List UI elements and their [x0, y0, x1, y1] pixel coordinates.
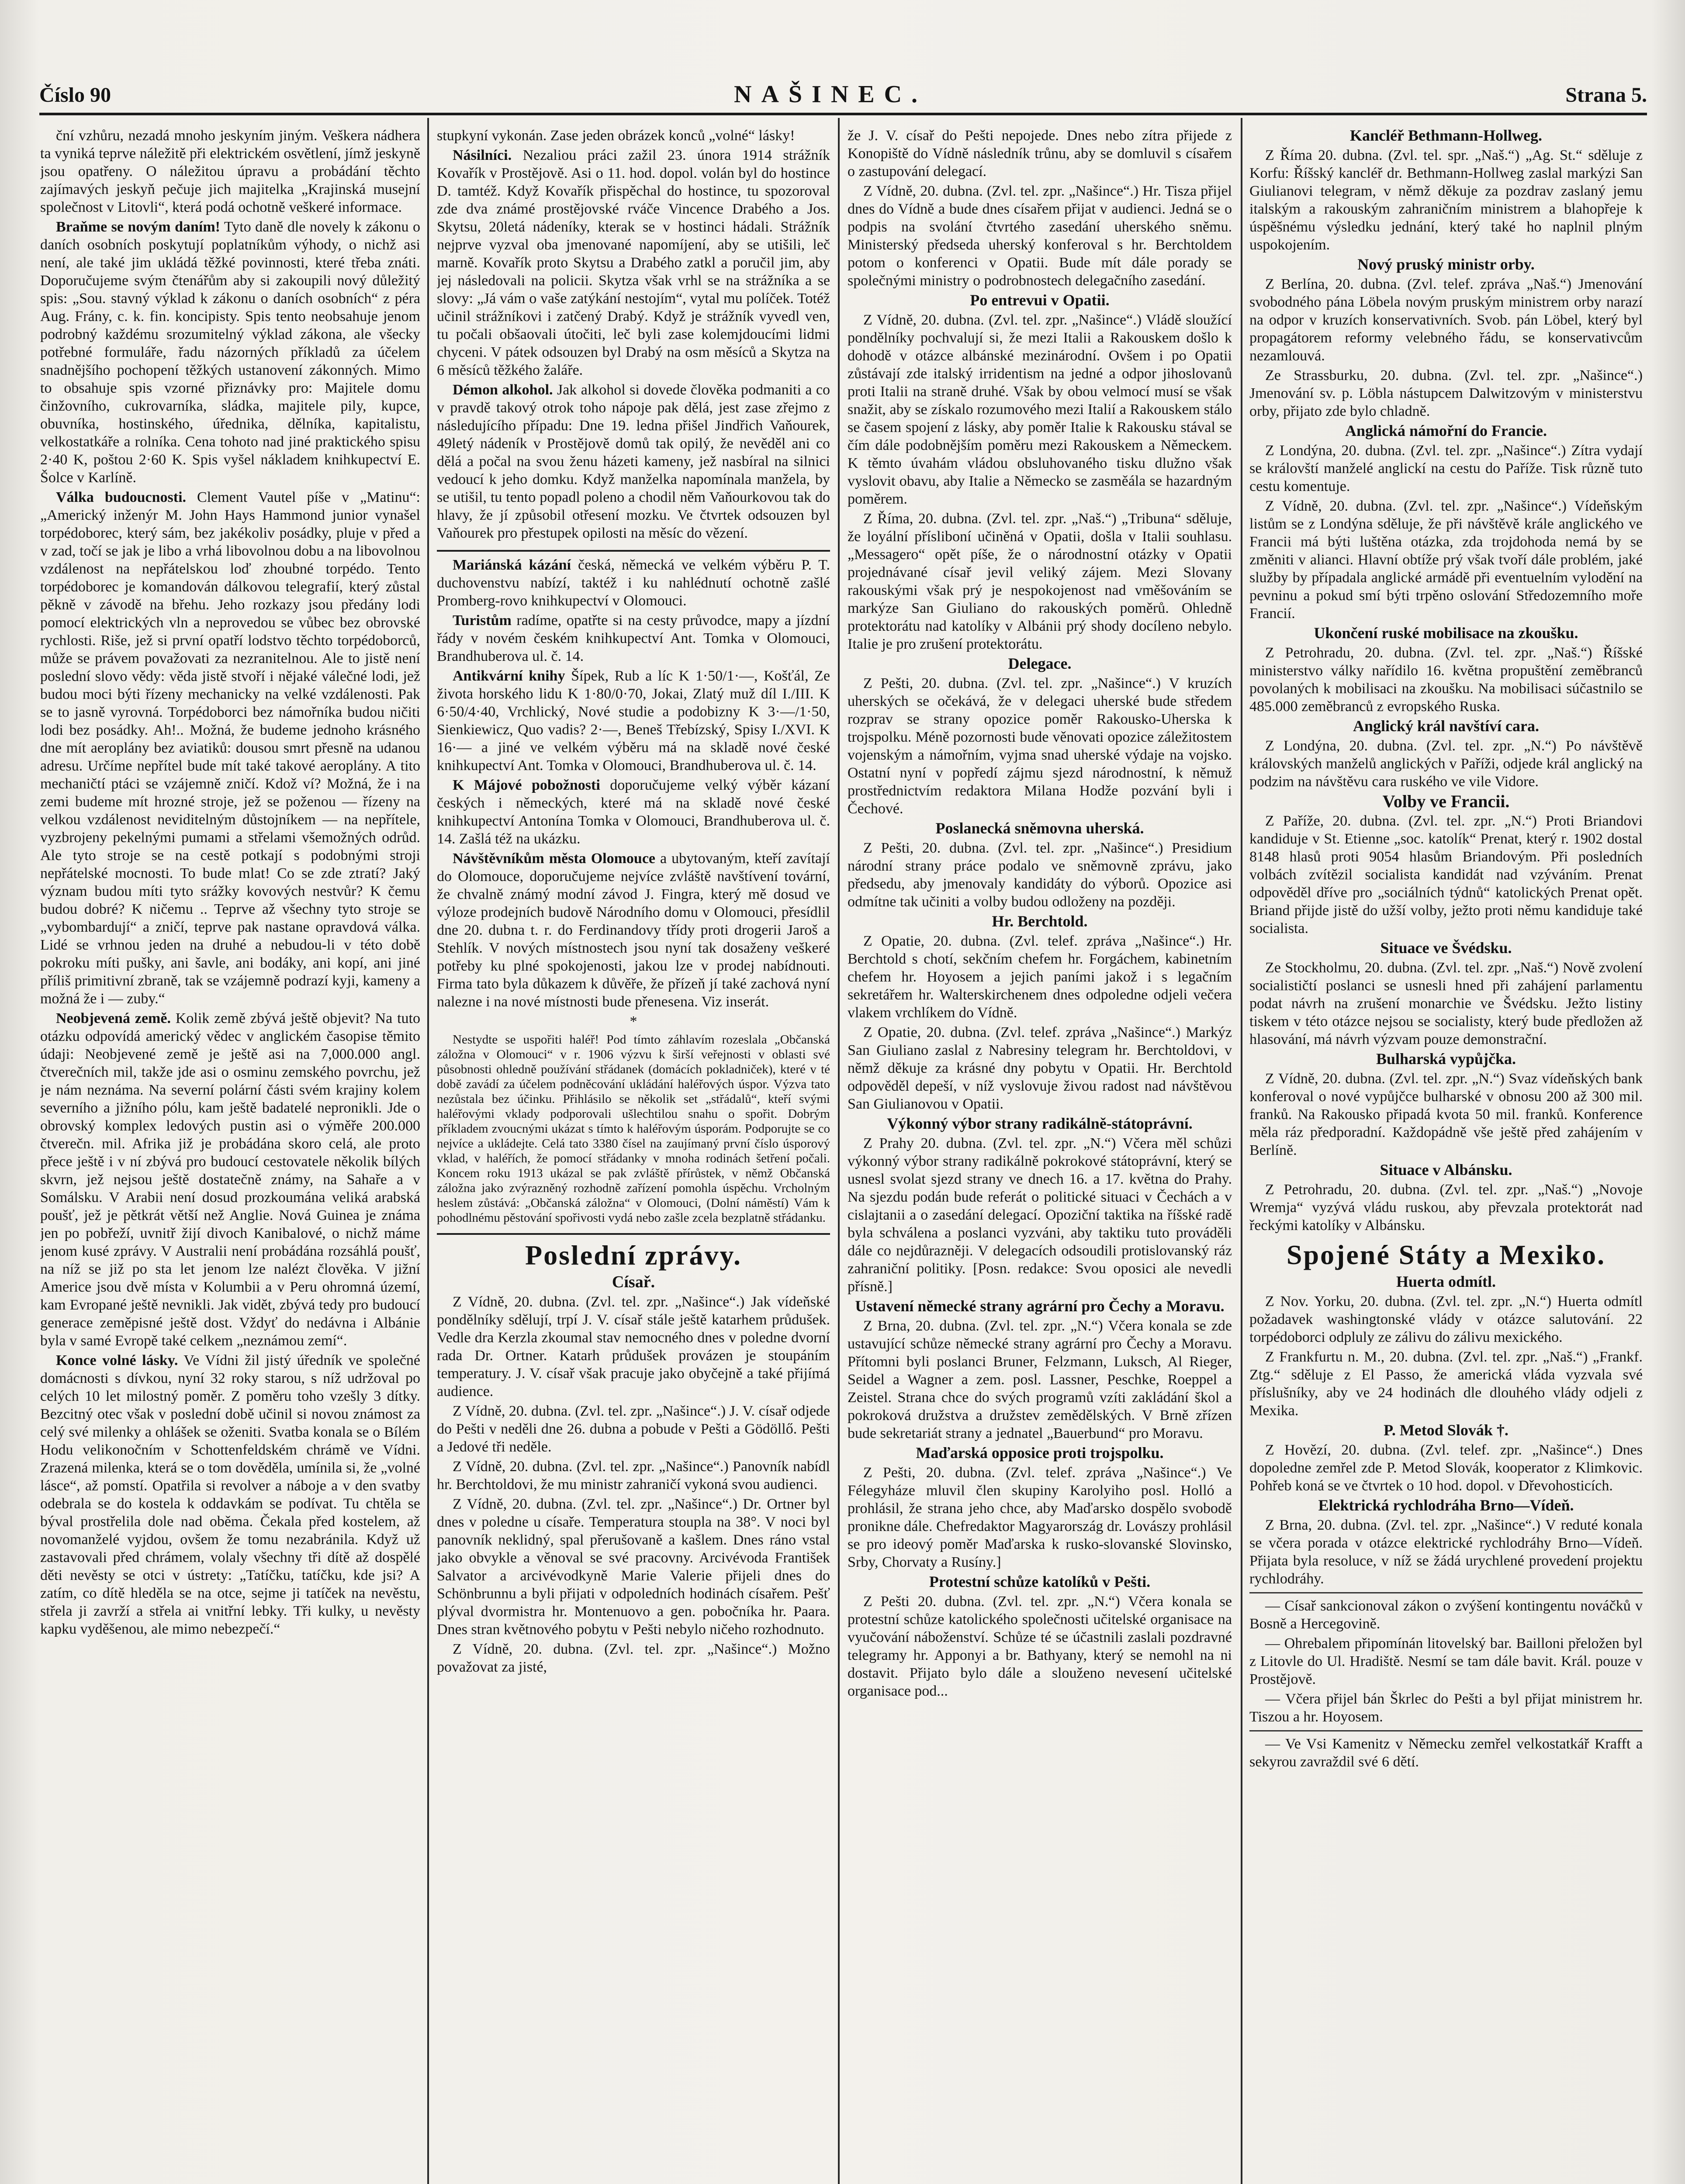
section-heading: Ukončení ruské mobilisace na zkoušku.	[1314, 624, 1578, 642]
article-text: Z Pešti, 20. dubna. (Zvl. tel. zpr. „Našince“.) Presidium národní strany práce podalo ve sněmovně zprávu, jako předsedu, aby jmenovaly kandidáty do výborů. Opozice asi odmítne tak učiniti a volby budou odloženy na později.	[848, 840, 1232, 910]
section-heading: Maďarská opposice proti trojspolku.	[916, 1444, 1164, 1462]
article-paragraph	[848, 1593, 1232, 1700]
article-text: — Ve Vsi Kamenitz v Německu zemřel velkostatkář Krafft a sekyrou zavraždil své 6 dětí.	[1249, 1736, 1643, 1770]
article-paragraph	[848, 510, 1232, 653]
article-paragraph	[848, 1464, 1232, 1571]
section-heading: Volby ve Francii.	[1382, 791, 1510, 811]
article-text: Clement Vautel píše v „Matinu“: „Americký inženýr M. John Hays Hammond junior vynašel torpédoborec, který sám, bez jakékoliv posádky, pluje v před a v zad, točí se jak je libo a vrhá libovolnou dobu a na libovolnou vzdálenost na nepřátelskou loď zhoubné torpédo. Tento torpédoborec je komandován dálkovou telegrafií, který zůstal pěkně v závodě na břehu. Jeho rozkazy jsou předány lodi pomocí elektrických vln a neprovedou se vůbec bez obrovské rychlosti. Riše, jež si první opatří lodstvo těchto torpédoborců, může se právem považovati za nezranitelnou. Ale to jistě není poslední slovo vědy: věda jistě stvoří i nějaké válečné lodi, jež budou moci býti řízeny mechanicky na velké vzdálenosti. Pak se to jasně vyrovná. Torpédoborci bez námořníka budou ničiti lodi bez posádky. Ah!.. Možná, že budeme jednoho krásného dne mít aeroplány bez aviatiků: dousou smrt přesně na udanou adresu. Určíme nepřítel bude mít také takové aeroplány. A tito mechaničtí ptáci se vzájemně zničí. Kdož ví? Možná, že i na zemi budeme mít hrozné stroje, jež se poženou — řízeny na velkou vzdálenost neviditelným důstojníkem — na nepřítele, vyzbrojeny pekelnými pumami a střelami všemožných odrůd. Ale tyto stroje se na cestě potkají s podobnými stroji nepřátelské mocnosti. To bude mlat! Co se zde ztratí? Jaký význam budou míti tyto srážky kovových nestvůr? K čemu budou dobré? K ničemu .. Teprve až všechny tyto stroje se „vybombardují“ a zničí, teprve pak nastane opravdová válka. Lidé se vrhnou jeden na druhé a nebudou-li v této době pokroku míti pušky, ani šavle, ani bodáky, ani kopí, ani jiné příliš primitivní zbraně, tak se vzájemně podrazí kyji, kameny a možná že i — zuby.“	[40, 489, 420, 1007]
article-paragraph	[848, 1023, 1232, 1113]
column-divider	[1241, 118, 1242, 2184]
article-text: Z Nov. Yorku, 20. dubna. (Zvl. tel. zpr. „N.“) Huerta odmítl požadavek washingtonské vlády v otázce salutování. 22 torpédoborci odpluly ze zálivu do zálivu mexického.	[1249, 1293, 1643, 1345]
article-paragraph	[437, 612, 830, 665]
article-paragraph	[437, 1495, 830, 1638]
column-1	[40, 127, 420, 2184]
article-paragraph	[1249, 1070, 1643, 1159]
article-paragraph	[437, 556, 830, 610]
article-keyword: Násilníci.	[453, 147, 512, 163]
article-text: Z Frankfurtu n. M., 20. dubna. (Zvl. tel. zpr. „Naš.“) „Frankf. Ztg.“ sděluje z El Passo, že americká vláda vyzvala své příslušníky, aby ve 24 hodinách dle dlouhého vlády odjeli z Mexika.	[1249, 1349, 1643, 1419]
section-rule	[1249, 1730, 1643, 1731]
section-heading: Situace ve Švédsku.	[1380, 939, 1512, 957]
article-text: Jak alkohol si dovede člověka podmaniti a co v pravdě takový otrok toho nápoje pak dělá, jest zase zřejmo z následujícího případu: Dne 19. ledna přišel Jindřich Vaňourek, 49letý nádeník v Prostějově domů tak opilý, že nevěděl ani co dělá a počal na svou ženu házeti kameny, jež nasbíral na silnici vedoucí k jeho domku. Když manželka napomínala manžela, by se utišil, tu tento popadl poleno a chodil něm Vaňourkovou tak do hlavy, že jí způsobil otřesení mozku. Ve čtvrtek odsouzen byl Vaňourek pro přestupek opilosti na měsíc do vězení.	[437, 382, 830, 541]
section-heading: Protestní schůze katolíků v Pešti.	[929, 1573, 1151, 1590]
article-paragraph	[848, 932, 1232, 1022]
article-text: Ze Stockholmu, 20. dubna. (Zvl. tel. zpr. „Naš.“) Nově zvolení socialističtí poslanci se usnesli hned při zahájení parlamentu podat návrh na zrušení monarchie ve Švédsku. Ježto listiny tiskem v této otázce nejsou se socialisty, který bude předložen až hlasování, má návrh výzvam pouze demonstrační.	[1249, 960, 1643, 1047]
article-paragraph	[1249, 146, 1643, 254]
article-text: Z Prahy 20. dubna. (Zvl. tel. zpr. „N.“) Včera měl schůzi výkonný výbor strany radikálně pokrokové státoprávní, který se usnesl svolat sjezd strany ve dnech 16. a 17. května do Prahy. Na sjezdu podán bude referát o politické situaci v Čechách a v cislajtanii a o zasedání delegací. Opoziční taktika na říšské radě byla schválena a poslanci vyzváni, aby taktiku tuto prováděli dále co nejdůrazněji. V delegacích odsoudili protislovanský ráz zahraniční politiky. [Posn. redakce: Svou oposici ale nevedli přísně.]	[848, 1135, 1232, 1295]
article-text: Nestydte se uspořiti haléř! Pod tímto záhlavím rozeslala „Občanská záložna v Olomouci“ v r. 1906 výzvu k širší veřejnosti v oblasti své působnosti ohledně používání střádanek (domácích pokladniček), které v té době zavádí za účelem podněcování ukládání haléřových úspor. Výzva tato nezůstala bez účinku. Přihlásilo se několik set „střádalů“, kteří svými haléřovými vklady podporovali ušlechtilou snahu o spořit. Dobrým příkladem zvoucnými ukázat s tímto k haléřovým úsporám. Podporujte se co nejvíce a ukládejte. Celá tato 3380 čísel na zaujímaný první číslo úsporový vklad, v haléřích, že pomocí střádanky v mnoha rodinách šetření počali. Koncem roku 1913 ukázal se pak zvláště přírůstek, v němž Občanská záložna jako zvýrazněný rozhodně zařízení pomohla úspěchu. Vrcholným heslem zůstává: „Občanská záložna“ v Olomouci, (Dolní náměstí) Vám k pohodlnému pěstování spořivosti vydá nebo zašle zcela bezplatně střádanku.	[437, 1033, 830, 1225]
section-heading: Hr. Berchtold.	[992, 912, 1088, 930]
article-paragraph	[1249, 1690, 1643, 1726]
section-heading: Nový pruský ministr orby.	[1357, 256, 1535, 273]
article-text: Z Petrohradu, 20. dubna. (Zvl. tel. zpr. „Naš.“) „Novoje Wremja“ vyzývá vládu ruskou, aby převzala protektorát nad řeckými katolíky v Albánsku.	[1249, 1182, 1643, 1234]
article-paragraph	[437, 1402, 830, 1456]
article-paragraph	[437, 850, 830, 1011]
article-paragraph	[40, 218, 420, 487]
article-text: Z Říma, 20. dubna. (Zvl. tel. zpr. „Naš.“) „Tribuna“ sděluje, že loyální přísliboní učiněná v Opatii, došla v Italii souhlasu. „Messagero“ opět píše, že o národnostní otázky v Opatii projednávané císař jevil veliký zájem. Mezi Slovany rakouskými však prý je nespokojenost nad vměšováním se markýze San Giuliano do rakouských poměrů. Ohledně protektorátu nad katolíky v Albánii prý shody docíleno nebylo. Italie je pro zrušení protektorátu.	[848, 511, 1232, 652]
article-text: Z Vídně, 20. dubna. (Zvl. tel. zpr. „Našince“.) Vládě sloužící pondělníky pochvalují si, že mezi Italii a Rakouskem došlo k dohodě v otázce albánské mezinárodní. Ovšem i po Opatii zůstávají zde italský irridentism na jedné a odpor jihoslovanů proti Italii na straně druhé. Však by obou velmocí musí se však snažit, aby se získalo rozumového mezi Italií a Rakouskem stálo se časem spojení z lásky, aby poměr Italie k Rakousku stával se čím dále podobnějším poměru mezi Rakouskem a Německem. K těmto úvahám vládou obsluhovaného tisku dlužno však vyslovit obavu, aby Italie a Německo se zasměála se hazardným poměrem.	[848, 312, 1232, 507]
article-paragraph	[848, 182, 1232, 290]
article-text: Z Opatie, 20. dubna. (Zvl. telef. zpráva „Našince“.) Markýz San Giuliano zaslal z Nabresiny telegram hr. Berchtoldovi, v němž děkuje za krásné dny pobytu v Opatii. Hr. Berchtold odpověděl depeší, v níž vyslovuje živou radost nad návštěvou San Giulianovou v Opatii.	[848, 1024, 1232, 1112]
section-heading: Bulharská vypůjčka.	[1376, 1050, 1516, 1068]
article-paragraph	[848, 311, 1232, 508]
section-heading: Po entrevui v Opatii.	[970, 291, 1110, 309]
article-text: — Ohrebalem připomínán litovelský bar. Bailloni přeložen byl z Litovle do Ul. Hradiště. Nesmí se tam dále bavit. Král. pouze v Prostějově.	[1249, 1635, 1643, 1687]
article-paragraph	[40, 127, 420, 216]
article-text: Z Pešti, 20. dubna. (Zvl. tel. zpr. „Našince“.) V kruzích uherských se očekává, že v delegaci uherské bude středem rozprav se strany opozice poměr Rakousko-Uherska k trojspolku. Méně pozornosti bude věnovati opozice záležitostem vojenským a námořním, vyjma snad uherské výdaje na vojsko. Ostatní nyní v popředí zájmu sjezd národnostní, k němuž prostřednictvím redaktora Milana Hodže pozvání byli i Čechové.	[848, 675, 1232, 817]
article-text: Ze Strassburku, 20. dubna. (Zvl. tel. zpr. „Našince“.) Jmenování sv. p. Löbla nástupcem Dalwitzovým v ministerstvu orby, přijato zde bylo chladně.	[1249, 367, 1643, 419]
article-keyword: K Májové pobožnosti	[453, 777, 600, 793]
section-heading: P. Metod Slovák †.	[1384, 1421, 1509, 1439]
article-text: Kolik země zbývá ještě objevit? Na tuto otázku odpovídá americký vědec v anglickém časopise těmito údaji: Neobjevené země je ještě asi na 7,000.000 angl. čtverečních mil, takže jde asi o osminu zemského povrchu, jež je nám neznáma. Na severní polární části svém krajiny kolem severního a jižního pólu, kam ještě badatelé nepronikli. Jde o obrovský komplex ledových pustin asi o výměře 200.000 čtverečn. mil. Afrika již je probádána skoro celá, ale proto přece ještě i v ní zbývá pro budoucí cestovatele několik bílých skvrn, jež nejsou ještě dostatečně známy, na Sahaře a v Somálsku. V Arabii není dosud prozkoumána veliká arabská poušť, jež je pětkrát větší než Anglie. Nová Guinea je známa jen po pobřeží, uvnitř žijí divoch Kanibalové, o nichž máme jenom kusé zprávy. V Australii není probádána rozsáhlá poušť, na níž se již po sta let jenom lze nalézt člověka. V jižní Americe jsou dvě místa v Kolumbii a v Peru ohromná území, kam Evropané ještě nevnikli. Jak vidět, zbývá tedy pro budoucí generace zeměpisné ještě dost. Vždyť do nedávna i Albánie byla v samé Evropě také celkem „neznámou zemí“.	[40, 1010, 420, 1349]
article-text: Z Berlína, 20. dubna. (Zvl. telef. zpráva „Naš.“) Jmenování svobodného pána Löbela novým pruským ministrem orby narazí na odpor v kruzích konservativních. Svob. pán Löbel, který byl propagátorem reformy velebného řádu, se konservativcům nezamlouvá.	[1249, 276, 1643, 364]
article-text: Z Opatie, 20. dubna. (Zvl. telef. zpráva „Našince“.) Hr. Berchtold s chotí, sekčním chefem hr. Forgáchem, kabinetním chefem hr. Hoyosem a jejich paními jakož i s legačním sekretářem hr. Walterskirchenem dnes odpoledne odjeli večera vlakem vrchlíkem do Vídně.	[848, 933, 1232, 1021]
article-text: Z Vídně, 20. dubna. (Zvl. tel. zpr. „Našince“.) Hr. Tisza přijel dnes do Vídně a bude dnes císařem přijat v audienci. Jedná se o podpis na svolání čtvrtého zasedání uherského sněmu. Ministerský předseda uherský konferoval s hr. Berchtoldem potom o konferenci v Opatii. Bude mít dále porady se společnými ministry o podrobnostech delegačního zasedání.	[848, 183, 1232, 289]
article-text: Z Pešti 20. dubna. (Zvl. tel. zpr. „N.“) Včera konala se protestní schůze katolického společnosti učitelské organisace na vyučování náboženství. Schůze té se účastnili zaslali pozdravné telegramy hr. Apponyi a br. Bathyany, který se nemohl na ni dostavit. Přijato bylo dále a slouženo nevesení učitelské organisace pod...	[848, 1593, 1232, 1699]
article-paragraph	[1249, 1292, 1643, 1346]
article-paragraph	[437, 1032, 830, 1225]
article-text: Z Vídně, 20. dubna. (Zvl. tel. zpr. „Našince“.) Možno považovat za jisté,	[437, 1641, 830, 1675]
article-text: česká, německá ve velkém výběru P. T. duchovenstvu nabízí, taktéž i ku nahlédnutí ochotně zašlé Promberg-rovo knihkupectví v Olomouci.	[437, 557, 830, 609]
section-heading: Huerta odmítl.	[1396, 1273, 1496, 1290]
article-keyword: Turistům	[453, 612, 512, 629]
article-keyword: Braňme se novým daním!	[56, 219, 220, 235]
article-text: stupkyní vykonán. Zase jeden obrázek konců „volné“ lásky!	[437, 128, 795, 144]
article-text: že J. V. císař do Pešti nepojede. Dnes nebo zítra přijede z Konopiště do Vídně následník trůnu, aby se domluvil s císařem o zastupování delegací.	[848, 128, 1232, 180]
article-text: Z Brna, 20. dubna. (Zvl. tel. zpr. „N.“) Včera konala se zde ustavující schůze německé strany agrární pro Čechy a Moravu. Přítomni byli poslanci Bruner, Felzmann, Luksch, Al Rieger, Seidel a Wagner a zem. posl. Lassner, Peschke, Roeppel a Zeistel. Strana chce do svých programů vzíti zakládání škol a pokroková družstva a družstev zemědělských. V Brně zřízen bude sekretariát strany a jednatel „Bauerbund“ pro Moravu.	[848, 1318, 1232, 1441]
section-heading: Ustavení německé strany agrární pro Čechy a Moravu.	[855, 1297, 1225, 1315]
column-2	[437, 127, 830, 2184]
article-text: Ve Vídni žil jistý úředník ve společné domácnosti s dívkou, nyní 32 roky starou, s níž udržoval po celých 10 let milostný poměr. Z poměru toho vzešly 3 dítky. Bezcitný otec však v poslední době učinil si novou známost za celý své milenky a ohlášek se oženiti. Svatba konala se o Bílém Hodu velikonočním v Schottenfeldském chrámě ve Vídni. Zrazená milenka, která se o tom dověděla, umínila si, že „volné lásce“, až pomstí. Opatřila si revolver a náboje a v den svatby odebrala se do kostela k oddavkám se podívat. Tu chtěla se býval prostřelila dole nad oběma. Čekala před kostelem, až novomanželé vyjdou, ovšem že tomu nezabránila. Když už zastavovali před chrámem, volaly všechny tři dítě až dospělé děti nevěsty se otci v ústrety: „Tatíčku, tatíčku, kde jsi? A zatím, co dítě hleděla se na otce, sejme ji tatíček na nevěstu, střela ji zavrží a střela ai vnitřní lebky. Tři kulky, u nevěsty kapku vyděšenou, ale mimo nebezpečí.“	[40, 1352, 420, 1637]
section-heading: Delegace.	[1008, 655, 1072, 672]
article-paragraph	[437, 1293, 830, 1400]
article-text: Z Vídně, 20. dubna. (Zvl. tel. zpr. „Našince“.) Panovník nabídl hr. Berchtoldovi, že mu ministr zahraničí vykoná svou audienci.	[437, 1458, 830, 1493]
article-paragraph	[1249, 737, 1643, 791]
article-text: Tyto daně dle novely k zákonu o daních osobních poskytují poplatníkům výhody, o nichž asi není, ale také jim ukládá těžké povinnosti, které třeba znáti. Doporučujeme svým čtenářům aby si zakoupili nový důležitý spis: „Sou. stavný výklad k zákonu o daních osobních“ z péra Aug. Frány, c. k. fin. koncipisty. Spis tento neobsahuje jenom podrobný každému srozumitelný výklad zákona, ale všecky potřebné formuláře, řadu názorných příkladů za účelem snadnějšího pochopení těžkých ustanovení zákonných. Mimo to obsahuje spis vzorné přiznávky pro: Majitele domu činžovního, cukrovarníka, sládka, majitele pily, kupce, obuvníka, hostinského, úřednika, dělníka, kapitalistu, velkostatkáře a rolníka. Cena tohoto nad jiné praktického spisu 2·40 K, poštou 2·60 K. Spis vyšel nákladem knihkupectví E. Šolce v Karlíně.	[40, 219, 420, 486]
article-text: Z Brna, 20. dubna. (Zvl. tel. zpr. „Našince“.) V reduté konala se včera porada v otázce elektrické rychlodráhy Brno—Vídeň. Přijata byla resoluce, v níž se žádá urychlené provedení projektu rychlodráhy.	[1249, 1517, 1643, 1587]
article-paragraph	[1249, 366, 1643, 420]
section-heading: Spojené Státy a Mexiko.	[1286, 1239, 1606, 1270]
article-paragraph	[437, 381, 830, 542]
article-keyword: Konce volné lásky.	[56, 1352, 178, 1368]
article-paragraph	[848, 1134, 1232, 1296]
article-paragraph	[40, 488, 420, 1008]
article-text: Z Londýna, 20. dubna. (Zvl. tel. zpr. „Našince“.) Zítra vydají se královští manželé anglickí na cestu do Paříže. Tisk různě tuto cestu komentuje.	[1249, 442, 1643, 494]
article-text: Z Londýna, 20. dubna. (Zvl. tel. zpr. „N.“) Po návštěvě královských manželů anglických v Paříži, odjede král anglický na podzim na návštěvu cara ruského ve vile Vidore.	[1249, 738, 1643, 790]
article-text: radíme, opatřte si na cesty průvodce, mapy a jízdní řády v novém českém knihkupectví Ant. Tomka v Olomouci, Brandhuberova ul. č. 14.	[437, 612, 830, 664]
article-paragraph	[1249, 1635, 1643, 1688]
article-paragraph	[1249, 442, 1643, 495]
article-text: Z Vídně, 20. dubna. (Zvl. tel. zpr. „Našince“.) Jak vídeňské pondělníky sdělují, trpí J. V. císař stále ještě katarhem průdušek. Vedle dra Kerzla zkoumal stav nemocného dnes v poledne dvorní rada Dr. Ortner. Katarh průdušek provázen je stoupáním temperatury. J. V. císař však pracuje jako obyčejně a také přijímá audience.	[437, 1294, 830, 1400]
section-heading: Anglický král navštíví cara.	[1353, 717, 1539, 735]
article-text: Z Vídně, 20. dubna. (Zvl. tel. zpr. „Našince“.) J. V. císař odjede do Pešti v neděli dne 26. dubna a pobude v Pešti a Gödöllő. Pešti a Jedové tři neděle.	[437, 1403, 830, 1455]
article-text: Z Vídně, 20. dubna. (Zvl. tel. zpr. „N.“) Svaz vídeňských bank konferoval o nové vypůjčce bulharské v obnosu 200 až 300 mil. franků. Na Rakousko připadá kvota 50 mil. franků. Konference měla ráz předporadní. Každopádně vše ještě před zahájením v Berlíně.	[1249, 1071, 1643, 1158]
article-paragraph	[40, 1009, 420, 1350]
article-paragraph	[437, 667, 830, 774]
article-keyword: Mariánská kázání	[453, 557, 571, 573]
article-paragraph	[437, 146, 830, 379]
article-paragraph	[437, 1458, 830, 1493]
article-text: doporučujeme velký výběr kázaní českých i německých, které má na skladě nové české knihkupectví Antonína Tomka v Olomouci, Brandhuberova ul. č. 14. Zašlá též na ukázku.	[437, 777, 830, 847]
article-paragraph	[437, 127, 830, 145]
section-heading: Anglická námořní do Francie.	[1345, 422, 1547, 439]
article-keyword: Antikvární knihy	[453, 668, 565, 684]
section-heading: Situace v Albánsku.	[1380, 1161, 1512, 1178]
article-text: Z Vídně, 20. dubna. (Zvl. tel. zpr. „Našince“.) Vídeňským listům se z Londýna sděluje, že při návštěvě krále anglického ve Francii má býti luštěna otázka, zda trojdohoda nemá by se změniti v alianci. Hlavní obtíže prý však tvoří dále problém, jaké služby by případala anglické armádě při eventuelním vylodění na pevninu a pokud smí býti trpěno oslování Středozemního moře Francií.	[1249, 498, 1643, 622]
article-keyword: Válka budoucnosti.	[56, 489, 187, 505]
article-paragraph	[1249, 1441, 1643, 1495]
section-heading: Kancléř Bethmann-Hollweg.	[1350, 127, 1542, 144]
article-paragraph	[1249, 812, 1643, 937]
column-3	[848, 127, 1232, 2184]
column-divider	[838, 118, 840, 2184]
article-text: ční vzhůru, nezadá mnoho jeskyním jiným. Veškera nádhera ta vyniká teprve náležitě při elektrickém osvětlení, jímž jeskyně jsou opatřeny. O náležitou úpravu a probádání těchto zajímavých jeskyň pečuje jich majitelka „Krajinská musejní společnost v Litovli“, která podá ochotně veškeré informace.	[40, 128, 420, 215]
issue-number: Číslo 90	[39, 83, 111, 107]
article-paragraph	[848, 1317, 1232, 1442]
article-paragraph	[1249, 959, 1643, 1048]
article-paragraph	[1249, 1735, 1643, 1771]
article-text: — Včera přijel bán Škrlec do Pešti a byl přijat ministrem hr. Tiszou a hr. Hoyosem.	[1249, 1691, 1643, 1725]
article-paragraph	[848, 839, 1232, 911]
article-text: a ubytovaným, kteří zavítají do Olomouce, doporučujeme nejvíce zvláště navštívení tovární, že chvalně známý modní závod J. Fingra, který mě dosud ve výloze prodejních budově Národního domu v Olomouci, přesídlil dne 20. dubna t. r. do Ferdinandovy třídy proti drogerii Jaroš a Stehlík. V nových místnostech jsou nyní tak dosaženy veškeré potřeby ku plné spokojenosti, jakou lze v prodej nabídnouti. Firma tato byla důkazem k důvěře, že přízeň jí také zachová nyní nalezne i na nové místnosti bude přenesena. Viz inserát.	[437, 850, 830, 1010]
section-rule	[1249, 1592, 1643, 1593]
article-keyword: Neobjevená země.	[56, 1010, 171, 1026]
article-text: Nezaliou práci zažil 23. února 1914 strážník Kovařík v Prostějově. Asi o 11. hod. dopol. volán byl do hostince D. tamtéž. Když Kovařík přispěchal do hostince, tu spozoroval zde dva známé prostějovské rváče Vincence Drabého a Jos. Skytsu, 20letá nádeníky, kterak se v hostinci hádali. Strážník nejprve vyzval oba jmenované napomíjení, aby se utišili, leč marně. Kovařík proto Skytsu a Drabého zatkl a poručil jim, aby jej následovali na policii. Skytza však vrhl se na strážníka a se slovy: „Já vám o vaše zatýkání nestojím“, vytal mu políček. Totéž učinil strážníkovi i zatčený Drabý. Když je strážník vyvedl ven, tu počali obšaovali útočiti, leč byli zase kolemjdoucími lidmi chyceni. V pátek odsouzen byl Drabý na osm měsíců a Skytza na 6 měsíců těžkého žaláře.	[437, 147, 830, 378]
article-keyword: Návštěvníkům města Olomouce	[453, 850, 655, 867]
article-paragraph	[1249, 644, 1643, 715]
article-paragraph	[848, 127, 1232, 180]
section-rule	[437, 1233, 830, 1235]
article-paragraph	[1249, 1348, 1643, 1420]
article-paragraph	[848, 674, 1232, 818]
section-heading: Elektrická rychlodráha Brno—Vídeň.	[1318, 1496, 1574, 1514]
column-divider	[427, 118, 429, 2184]
section-heading: Poslední zprávy.	[525, 1240, 742, 1271]
asterism: *	[630, 1013, 637, 1030]
section-rule	[437, 550, 830, 552]
masthead	[39, 74, 1647, 114]
article-paragraph	[1249, 1597, 1643, 1633]
article-text: Z Petrohradu, 20. dubna. (Zvl. tel. zpr. „Naš.“) Říšské ministerstvo války nařídilo 16. května propuštění zeměbranců povolaných k mobilisaci na zkoušku. Na mobilisaci súčastnilo se 485.000 zeměbranců z evropského Ruska.	[1249, 645, 1643, 715]
article-keyword: Démon alkohol.	[453, 382, 553, 398]
article-text: Z Paříže, 20. dubna. (Zvl. tel. zpr. „N.“) Proti Briandovi kandiduje v St. Etienne „soc. katolík“ Prenat, který r. 1902 dostal 8148 hlasů proti 9054 hlasům Briandovým. Při posledních volbách zvítězil socialista kandidát nad vzýváním. Prenat odpověděl dříve pro „sociálních týdnů“ katolických Prenat opět. Briand přijde jistě do užší volby, ježto proti němu kandiduje také socialista.	[1249, 813, 1643, 936]
article-paragraph	[1249, 1516, 1643, 1588]
article-paragraph	[1249, 275, 1643, 365]
article-text: Šípek, Rub a líc K 1·50/1·—, Košťál, Ze života horského lidu K 1·80/0·70, Jokai, Zlatý muž díl I./III. K 6·50/4·40, Vrchlický, Nové studie a podobizny K 3·—/1·50, Sienkiewicz, Quo vadis? 2·—, Beneš Třebízský, Spisy I./XVI. K 16·— a jiné ve velkém výběru má na skladě nové české knihkupectví Ant. Tomka v Olomouci, Brandhuberova ul. č. 14.	[437, 668, 830, 774]
column-4	[1249, 127, 1643, 2184]
article-paragraph	[1249, 1181, 1643, 1234]
section-heading: Poslanecká sněmovna uherská.	[935, 819, 1144, 837]
newspaper-title: NAŠINEC.	[734, 81, 927, 108]
article-text: Z Říma 20. dubna. (Zvl. tel. spr. „Naš.“) „Ag. St.“ sděluje z Korfu: Říšský kancléř dr. Bethmann-Hollweg zaslal markýzi San Giulianovi telegram, v němž děkuje za pozdrav zaslaný jemu italským a rakouským zahraničním ministrem a blahopřeje k úspěšnému výsledku jednání, který také ho naplnil plným uspokojením.	[1249, 147, 1643, 253]
article-text: Z Vídně, 20. dubna. (Zvl. tel. zpr. „Našince“.) Dr. Ortner byl dnes v poledne u císaře. Temperatura stoupla na 38°. V noci byl panovník neklidný, spal přerušovaně a kašlem. Dnes ráno vstal jako obvykle a věnoval se své pracovny. Arcivévoda František Salvator a arcivévodkyně Marie Valerie přijeli dnes do Schönbrunnu a byli přijati v odpoledních hodinách císařem. Pešť plýval dvormistra hr. Montenuovo a gen. pobočníka hr. Paara. Dnes stran květnového pobytu v Pešti nebylo ničeho rozhodnuto.	[437, 1496, 830, 1638]
page-number: Strana 5.	[1565, 83, 1647, 107]
article-paragraph	[437, 1640, 830, 1676]
section-heading: Císař.	[612, 1273, 655, 1291]
article-paragraph	[1249, 497, 1643, 622]
masthead-rule	[39, 113, 1647, 115]
article-text: — Císař sankcionoval zákon o zvýšení kontingentu nováčků v Bosně a Hercegovině.	[1249, 1598, 1643, 1632]
article-text: Z Hovězí, 20. dubna. (Zvl. telef. zpr. „Našince“.) Dnes dopoledne zemřel zde P. Metod Slovák, kooperator z Klimkovic. Pohřeb koná se ve čtvrtek o 10 hod. dopol. v Dřevohosticích.	[1249, 1442, 1643, 1494]
article-paragraph	[437, 776, 830, 848]
section-heading: Výkonný výbor strany radikálně-státoprávní.	[887, 1115, 1193, 1132]
article-paragraph	[40, 1351, 420, 1638]
article-text: Z Pešti, 20. dubna. (Zvl. telef. zpráva „Našince“.) Ve Félegyháze mluvil člen skupiny Karolyiho posl. Holló a prohlásil, že strana jeho chce, aby Maďarsko dospělo svobodě pronikne dále. Chefredaktor Magyarország dr. Lovászy prohlásil se pro ideový poměr Maďarska k rusko-slovanské Slovinsko, Srby, Chorvaty a Rusíny.]	[848, 1465, 1232, 1570]
